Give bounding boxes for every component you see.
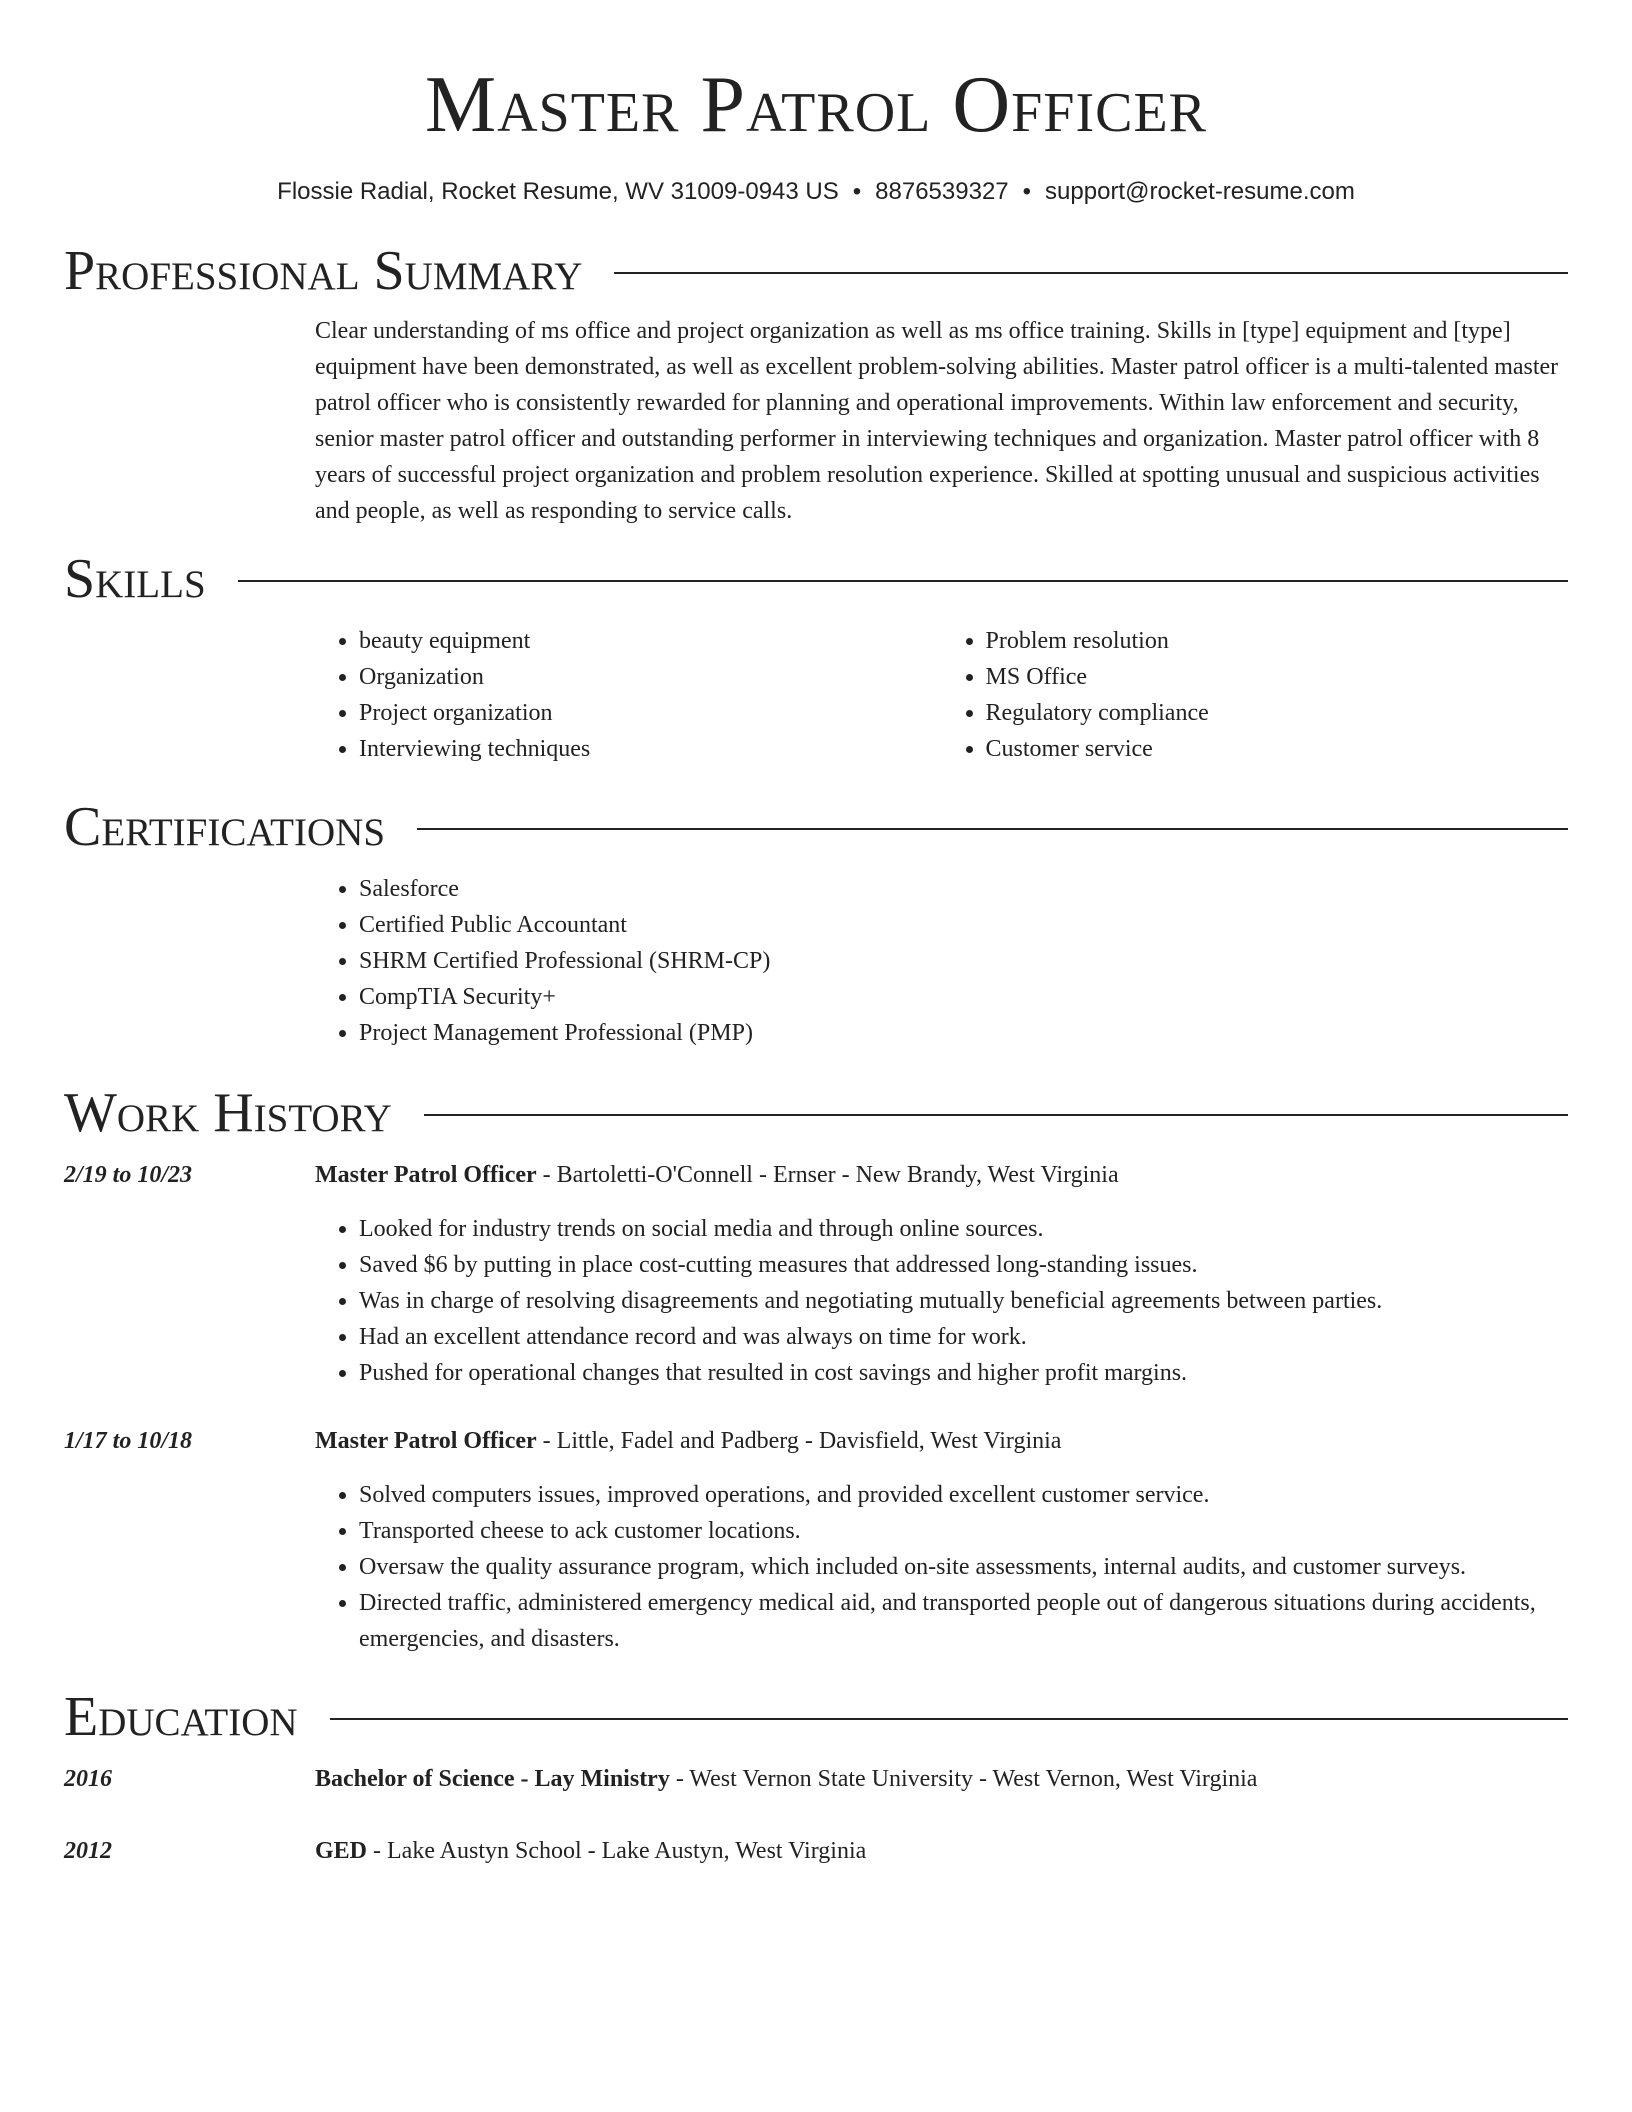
phone: 8876539327 xyxy=(875,178,1009,205)
summary-text: Clear understanding of ms office and project organization as well as ms office training. Skills in [type] equipment and [type] equipment have been demonstrated, as well as excellent problem-solving abilities. Master patrol officer is a multi-talented master patrol officer who is consistently rewarded for planning and operational improvements. Within law enforcement and security, senior master patrol officer and outstanding performer in interviewing techniques and organization. Master patrol officer with 8 years of successful project organization and problem resolution experience. Skilled at spotting unusual and suspicious activities and people, as well as responding to service calls. xyxy=(315,318,1559,524)
job-title: Master Patrol Officer xyxy=(315,1428,537,1454)
education-degree: Bachelor of Science - Lay Ministry xyxy=(315,1766,670,1792)
contact-separator: • xyxy=(1022,178,1032,205)
education-details: - Lake Austyn School - Lake Austyn, West Virginia xyxy=(367,1838,867,1864)
resume-title: Master Patrol Officer xyxy=(424,61,1208,149)
section-rule xyxy=(417,828,1568,830)
education-entry xyxy=(64,1833,1568,1869)
job-entry xyxy=(64,1423,1568,1459)
section-heading-summary: Professional Summary xyxy=(64,240,583,302)
education-heading xyxy=(315,1761,1568,1797)
skill-item: • Problem resolution xyxy=(986,623,1569,659)
job-bullet: • Directed traffic, administered emergency medical aid, and transported people out of dangerous situations during accidents, emergencies, and disasters. xyxy=(359,1585,1568,1657)
education-degree: GED xyxy=(315,1838,368,1864)
resume-page xyxy=(64,0,1568,1869)
section-heading-work: Work History xyxy=(64,1082,392,1144)
email: support@rocket-resume.com xyxy=(1045,178,1355,205)
certification-item: • Salesforce xyxy=(359,871,1568,907)
section-rule xyxy=(238,580,1568,582)
education-year: 2012 xyxy=(64,1838,112,1864)
skills-list xyxy=(315,623,1568,767)
education-year: 2016 xyxy=(64,1766,112,1792)
section-heading-education: Education xyxy=(64,1686,298,1748)
skills-section-header xyxy=(64,547,1568,611)
certification-item: • SHRM Certified Professional (SHRM-CP) xyxy=(359,943,1568,979)
section-rule xyxy=(424,1114,1568,1116)
job-bullet: • Was in charge of resolving disagreements and negotiating mutually beneficial agreements between parties. xyxy=(359,1283,1568,1319)
skill-item: • beauty equipment xyxy=(359,623,942,659)
education-entry xyxy=(64,1761,1568,1797)
job-entry xyxy=(64,1157,1568,1193)
contact-separator: • xyxy=(852,178,862,205)
job-bullet: • Had an excellent attendance record and was always on time for work. xyxy=(359,1319,1568,1355)
certification-item: • Project Management Professional (PMP) xyxy=(359,1015,1568,1051)
skills-column-left xyxy=(315,623,942,767)
certifications-list xyxy=(315,871,1568,1051)
skill-item: • Regulatory compliance xyxy=(986,695,1569,731)
job-bullet: • Pushed for operational changes that resulted in cost savings and higher profit margins. xyxy=(359,1355,1568,1391)
job-details: - Bartoletti-O'Connell - Ernser - New Brandy, West Virginia xyxy=(536,1162,1119,1188)
skill-item: • Organization xyxy=(359,659,942,695)
job-bullet: • Looked for industry trends on social media and through online sources. xyxy=(359,1211,1568,1247)
certifications-section-header xyxy=(64,795,1568,859)
job-heading xyxy=(315,1423,1568,1459)
job-bullet: • Transported cheese to ack customer locations. xyxy=(359,1513,1568,1549)
job-heading xyxy=(315,1157,1568,1193)
skill-item: • MS Office xyxy=(986,659,1569,695)
section-rule xyxy=(330,1718,1568,1720)
certification-item: • Certified Public Accountant xyxy=(359,907,1568,943)
job-bullet: • Solved computers issues, improved operations, and provided excellent customer service. xyxy=(359,1477,1568,1513)
job-bullets xyxy=(315,1211,1568,1391)
section-rule xyxy=(614,272,1568,274)
skills-column-right xyxy=(942,623,1569,767)
skill-item: • Interviewing techniques xyxy=(359,731,942,767)
job-title: Master Patrol Officer xyxy=(315,1162,537,1188)
skill-item: • Project organization xyxy=(359,695,942,731)
certification-item: • CompTIA Security+ xyxy=(359,979,1568,1015)
address: Flossie Radial, Rocket Resume, WV 31009-0943 US xyxy=(277,178,839,205)
section-heading-certifications: Certifications xyxy=(64,796,386,858)
education-details: - West Vernon State University - West Vernon, West Virginia xyxy=(669,1766,1258,1792)
education-heading xyxy=(315,1833,1568,1869)
job-bullet: • Saved $6 by putting in place cost-cutting measures that addressed long-standing issues. xyxy=(359,1247,1568,1283)
job-dates: 1/17 to 10/18 xyxy=(64,1428,193,1454)
job-bullet: • Oversaw the quality assurance program, which included on-site assessments, internal audits, and customer surveys. xyxy=(359,1549,1568,1585)
job-details: - Little, Fadel and Padberg - Davisfield, West Virginia xyxy=(536,1428,1062,1454)
skill-item: • Customer service xyxy=(986,731,1569,767)
job-bullets xyxy=(315,1477,1568,1657)
summary-section-header xyxy=(64,239,1568,303)
education-section-header xyxy=(64,1685,1568,1749)
work-section-header xyxy=(64,1081,1568,1145)
section-heading-skills: Skills xyxy=(64,548,206,610)
contact-line xyxy=(64,176,1568,208)
job-dates: 2/19 to 10/23 xyxy=(64,1162,193,1188)
